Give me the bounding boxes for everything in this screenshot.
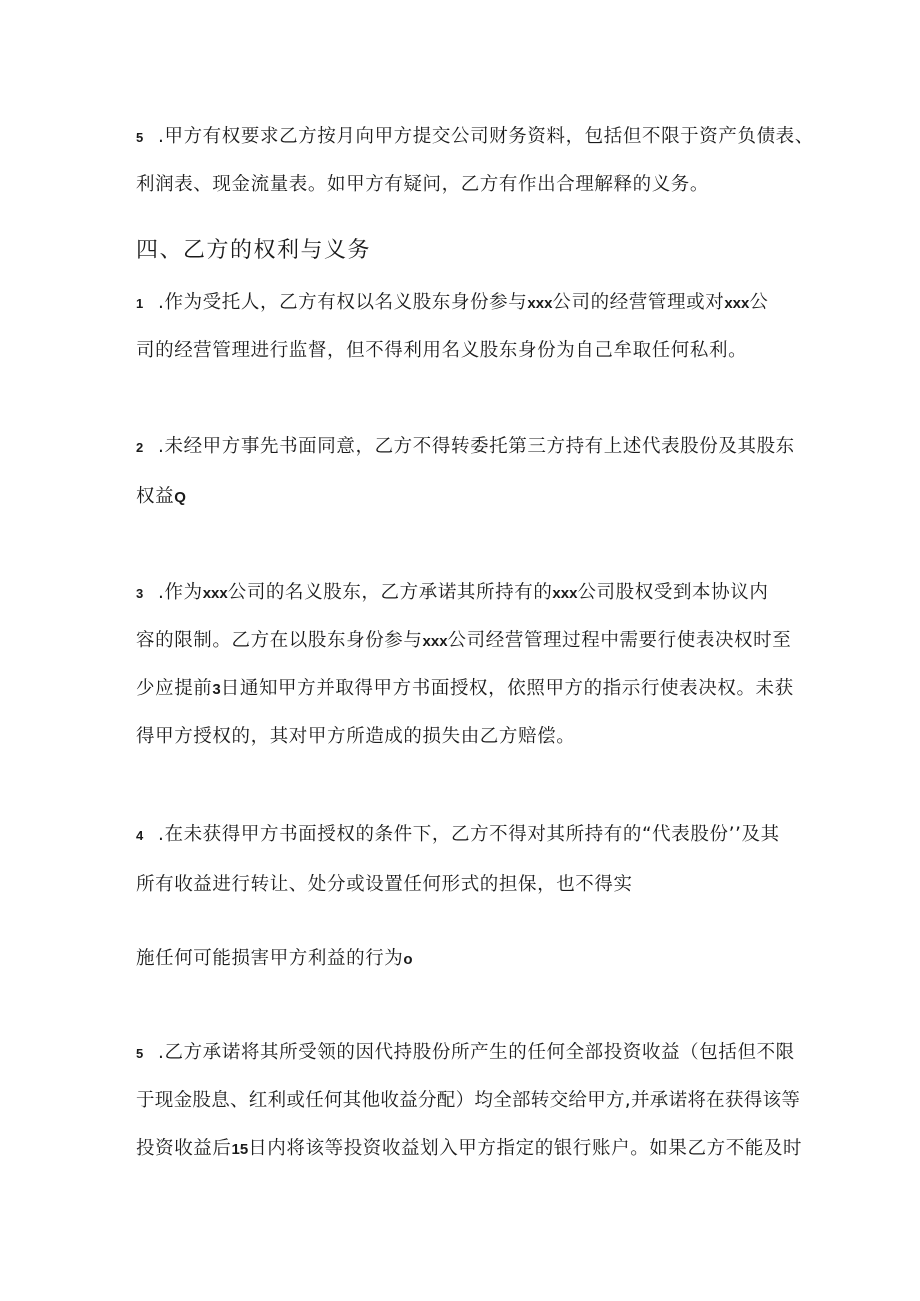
item-1-text-b: 公司的经营管理或对: [552, 292, 725, 313]
item-5-line-3: [136, 1136, 802, 1163]
item-3-line-2: [136, 628, 791, 655]
item-2-number: 2: [136, 440, 144, 455]
item-3-text-c: 公司股权受到本协议内: [577, 582, 769, 603]
days-number: 3: [212, 681, 221, 698]
item-2-end-mark: Q: [174, 489, 186, 506]
item-3-line-1: [136, 580, 768, 607]
item-2-text: .未经甲方事先书面同意，乙方不得转委托第三方持有上述代表股份及其股东: [158, 436, 795, 457]
item-2-text-end: 权益: [136, 486, 175, 507]
item-5-text-a: 投资收益后: [136, 1138, 232, 1159]
item-1-text-c: 公: [749, 292, 769, 313]
item-3-line-4: 得甲方授权的，其对甲方所造成的损失由乙方赔偿。: [136, 726, 576, 747]
company-placeholder: xxx: [724, 295, 750, 312]
item-5-line-2: 于现金股息、红利或任何其他收益分配）均全部转交给甲方,并承诺将在获得该等: [136, 1090, 801, 1111]
item-2-line-1: [136, 434, 795, 461]
item-1-line-2: 司的经营管理进行监督，但不得利用名义股东身份为自己牟取任何私利。: [136, 340, 748, 361]
item-3-text-g: 日通知甲方并取得甲方书面授权，依照甲方的指示行使表决权。未获: [220, 678, 794, 699]
item-4-number: 4: [136, 828, 144, 843]
para-5-text: .甲方有权要求乙方按月向甲方提交公司财务资料，包括但不限于资产负债表、: [158, 126, 814, 147]
item-4-line-3: [136, 946, 413, 973]
company-placeholder: xxx: [422, 633, 448, 650]
item-5-number: 5: [136, 1046, 144, 1061]
item-3-line-3: [136, 676, 794, 703]
item-3-text-d: 容的限制。乙方在以股东身份参与: [136, 630, 423, 651]
item-3-text-b: 公司的名义股东，乙方承诺其所持有的: [227, 582, 553, 603]
item-5-text-b: 日内将该等投资收益划入甲方指定的银行账户。如果乙方不能及时: [248, 1138, 803, 1159]
item-3-text-a: .作为: [158, 582, 203, 603]
para-5-line-1: [136, 124, 814, 151]
item-3-number: 3: [136, 586, 144, 601]
item-3-text-e: 公司经营管理过程中需要行使表决权时至: [447, 630, 792, 651]
item-1-number: 1: [136, 296, 144, 311]
company-placeholder: xxx: [527, 295, 553, 312]
item-1-line-1: [136, 290, 768, 317]
days-number: 15: [231, 1141, 249, 1158]
item-4-text: .在未获得甲方书面授权的条件下，乙方不得对其所持有的“代表股份’’及其: [158, 824, 780, 845]
item-3-text-f: 少应提前: [136, 678, 213, 699]
para-5-line-2: 利润表、现金流量表。如甲方有疑问，乙方有作出合理解释的义务。: [136, 174, 710, 195]
company-placeholder: xxx: [202, 585, 228, 602]
item-4-text-end: 施任何可能损害甲方利益的行为: [136, 948, 404, 969]
company-placeholder: xxx: [552, 585, 578, 602]
para-5-number: 5: [136, 130, 144, 145]
item-4-end-mark: o: [403, 951, 413, 968]
item-5-line-1: [136, 1040, 795, 1067]
item-4-line-1: [136, 822, 780, 849]
item-1-text-a: .作为受托人，乙方有权以名义股东身份参与: [158, 292, 528, 313]
item-4-line-2: 所有收益进行转让、处分或设置任何形式的担保，也不得实: [136, 874, 633, 895]
item-5-text: .乙方承诺将其所受领的因代持股份所产生的任何全部投资收益（包括但不限: [158, 1042, 795, 1063]
item-2-line-2: [136, 484, 186, 511]
section-title: 四、乙方的权利与义务: [136, 238, 372, 263]
